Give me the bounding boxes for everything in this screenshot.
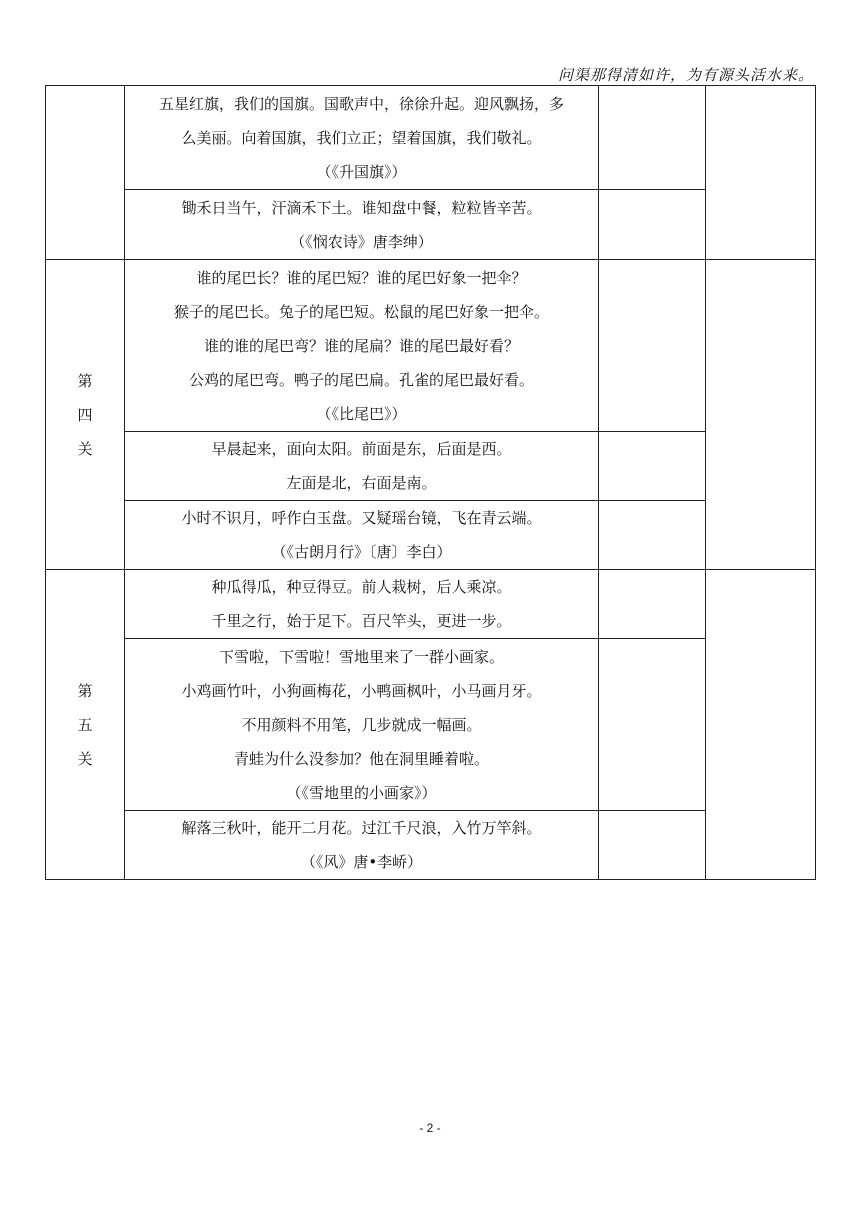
passage-line: 解落三秋叶，能开二月花。过江千尺浪，入竹万竿斜。: [181, 819, 542, 837]
level-cell: [46, 86, 125, 260]
remark-cell[interactable]: [706, 86, 816, 260]
passage-source: （《雪地里的小画家》）: [286, 783, 437, 802]
passage-line: 小鸡画竹叶，小狗画梅花，小鸭画枫叶，小马画月牙。: [181, 681, 542, 700]
passage-source: （《古朗月行》〔唐〕李白）: [271, 543, 452, 561]
passage-cell: [125, 190, 599, 260]
passage-source: （《比尾巴》）: [316, 404, 407, 423]
passage-line: 五星红旗，我们的国旗。国歌声中，徐徐升起。迎风飘扬，多: [158, 94, 564, 113]
score-cell[interactable]: [599, 260, 706, 432]
passage-source: （《升国旗》）: [316, 162, 407, 181]
passage-line: 猴子的尾巴长。兔子的尾巴短。松鼠的尾巴好象一把伞。: [173, 302, 549, 321]
level-label: 第四关: [77, 371, 93, 458]
table-row: [46, 432, 816, 501]
passage-source: （《悯农诗》唐李绅）: [290, 232, 433, 251]
passage-cell: [125, 570, 599, 639]
table-row: [46, 190, 816, 260]
passage-line: 小时不识月，呼作白玉盘。又疑瑶台镜，飞在青云端。: [181, 509, 542, 527]
passage-line: 千里之行，始于足下。百尺竿头，更进一步。: [211, 612, 512, 630]
score-cell[interactable]: [599, 570, 706, 639]
passage-line: 不用颜料不用笔，几步就成一幅画。: [241, 715, 482, 734]
passage-line: 青蛙为什么没参加？他在洞里睡着啦。: [233, 749, 489, 768]
passage-source: （《风》唐•李峤）: [300, 853, 423, 871]
table-row: [46, 570, 816, 639]
score-cell[interactable]: [599, 432, 706, 501]
remark-cell[interactable]: [706, 570, 816, 880]
passage-cell: [125, 501, 599, 570]
level-cell: [46, 570, 125, 880]
table-row: [46, 86, 816, 190]
passage-line: 谁的尾巴长？谁的尾巴短？谁的尾巴好象一把伞？: [196, 268, 527, 287]
score-cell[interactable]: [599, 190, 706, 260]
table-row: [46, 811, 816, 880]
table-row: [46, 501, 816, 570]
passage-line: 左面是北，右面是南。: [286, 474, 437, 492]
passage-line: 种瓜得瓜，种豆得豆。前人栽树，后人乘凉。: [211, 578, 512, 596]
passage-cell: [125, 86, 599, 190]
passage-cell: [125, 260, 599, 432]
passage-line: 锄禾日当午，汗滴禾下土。谁知盘中餐，粒粒皆辛苦。: [181, 198, 542, 217]
table-row: [46, 639, 816, 811]
passage-line: 下雪啦，下雪啦！雪地里来了一群小画家。: [218, 647, 504, 666]
remark-cell[interactable]: [706, 260, 816, 570]
score-cell[interactable]: [599, 811, 706, 880]
passage-line: 谁的谁的尾巴弯？谁的尾扁？谁的尾巴最好看？: [203, 336, 519, 355]
score-cell[interactable]: [599, 501, 706, 570]
header-motto: 问渠那得清如许，为有源头活水来。: [557, 66, 814, 84]
passage-cell: [125, 811, 599, 880]
level-cell: [46, 260, 125, 570]
passage-line: 么美丽。向着国旗，我们立正；望着国旗，我们敬礼。: [181, 128, 542, 147]
table-row: [46, 260, 816, 432]
passage-cell: [125, 432, 599, 501]
passage-cell: [125, 639, 599, 811]
passage-line: 公鸡的尾巴弯。鸭子的尾巴扁。孔雀的尾巴最好看。: [188, 370, 534, 389]
level-label: 第五关: [77, 681, 93, 768]
passage-line: 早晨起来，面向太阳。前面是东，后面是西。: [211, 440, 512, 458]
score-cell[interactable]: [599, 86, 706, 190]
recitation-table: [45, 85, 816, 880]
score-cell[interactable]: [599, 639, 706, 811]
page-number: - 2 -: [419, 1121, 441, 1135]
